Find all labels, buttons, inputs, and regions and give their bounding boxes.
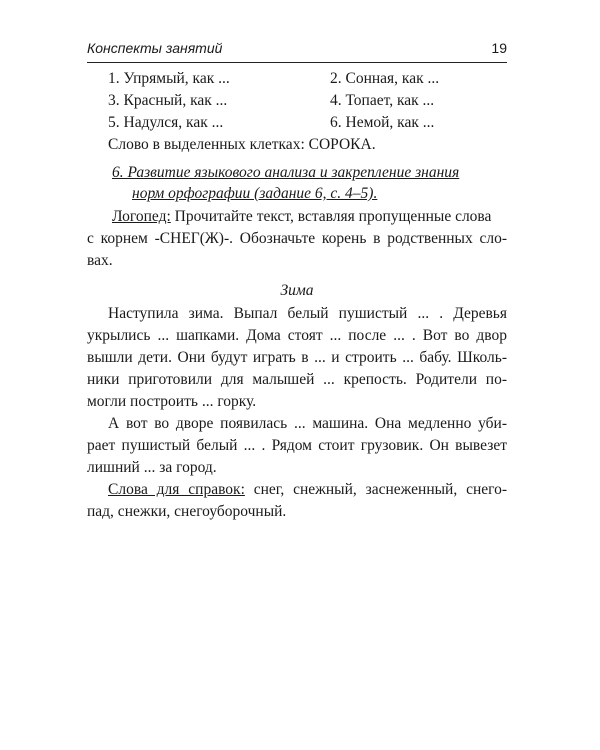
reference-label: Слова для справок: — [108, 481, 245, 498]
story-line: вышли дети. Они будут играть в ... и строить ... бабу. Школь- — [87, 349, 507, 366]
instruction-line: Логопед: Прочитайте текст, вставляя пропущенные слова — [112, 208, 492, 225]
section-heading: 6. Развитие языкового анализа и закрепление знания — [112, 164, 460, 181]
instruction-line: с корнем -СНЕГ(Ж)-. Обозначьте корень в родственных сло- — [87, 230, 507, 247]
highlight-word-line: Слово в выделенных клетках: СОРОКА. — [108, 136, 376, 153]
header-divider — [87, 62, 507, 63]
speaker-label: Логопед: — [112, 208, 171, 225]
story-line: рает пушистый белый ... . Рядом стоит грузовик. Он вывезет — [87, 437, 507, 454]
reference-line: Слова для справок: снег, снежный, заснеженный, снего- — [108, 481, 508, 498]
story-line: могли построить ... горку. — [87, 393, 257, 410]
list-item: 1. Упрямый, как ... — [108, 70, 230, 87]
page-number: 19 — [491, 40, 507, 56]
story-line: ники приготовили для малышей ... крепость. Родители по- — [87, 371, 507, 388]
list-item: 4. Топает, как ... — [330, 92, 435, 109]
running-header — [87, 40, 507, 62]
reference-line: пад, снежки, снегоуборочный. — [87, 503, 287, 520]
story-title: Зима — [280, 282, 314, 299]
list-item: 6. Немой, как ... — [330, 114, 435, 131]
instruction-line: вах. — [87, 252, 113, 269]
story-line: лишний ... за город. — [87, 459, 217, 476]
list-item: 5. Надулся, как ... — [108, 114, 224, 131]
running-header-title: Конспекты занятий — [87, 40, 223, 56]
section-heading: норм орфографии (задание 6, с. 4–5). — [132, 185, 378, 202]
story-line: Наступила зима. Выпал белый пушистый ... . Деревья — [108, 305, 507, 322]
list-item: 3. Красный, как ... — [108, 92, 228, 109]
story-line: А вот во дворе появилась ... машина. Она медленно уби- — [108, 415, 507, 432]
list-item: 2. Сонная, как ... — [330, 70, 440, 87]
story-line: укрылись ... шапками. Дома стоят ... после ... . Вот во двор — [87, 327, 507, 344]
